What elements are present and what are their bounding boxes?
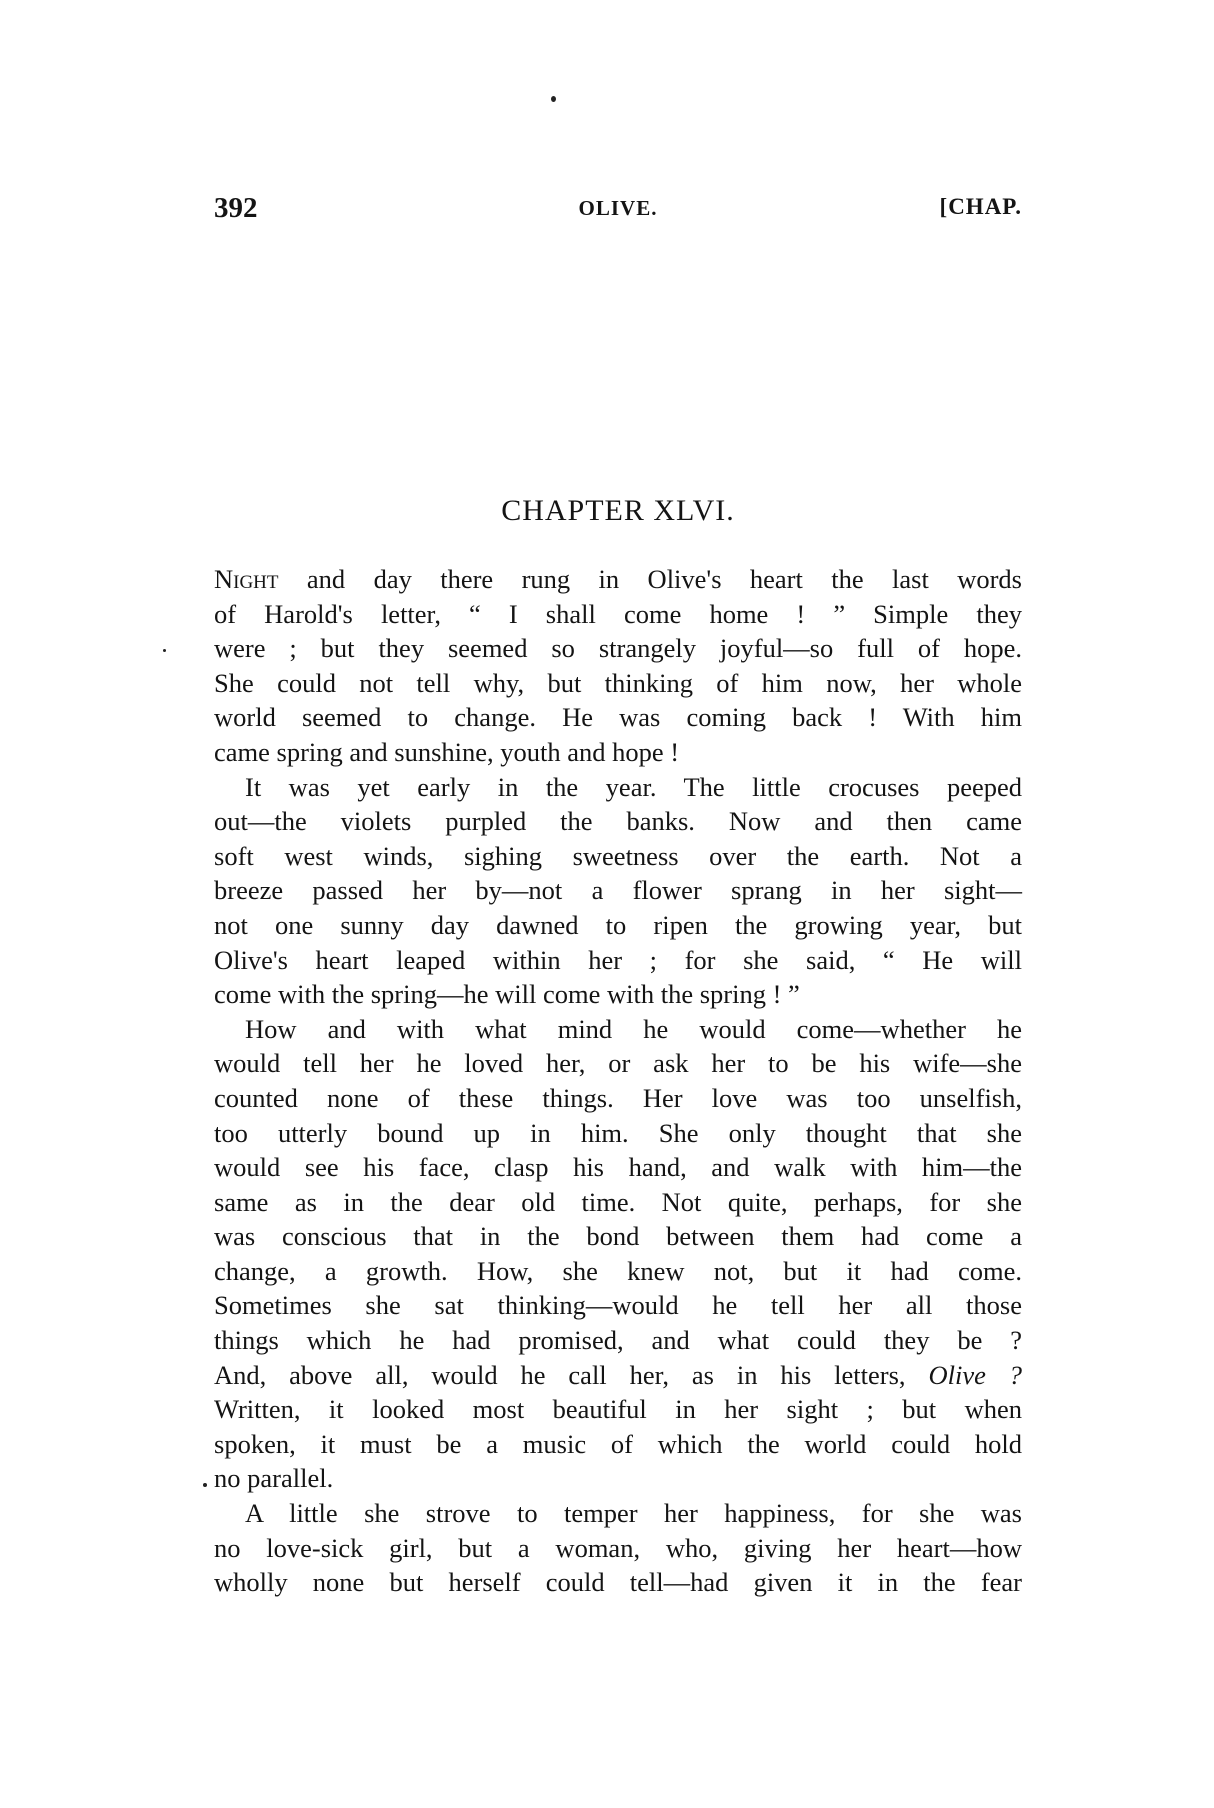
text-line (214, 1081, 1022, 1116)
text-line (214, 1461, 1022, 1496)
text-line (214, 1323, 1022, 1358)
line-text: was conscious that in the bond between them had come a (214, 1221, 1022, 1252)
text-line (214, 804, 1022, 839)
line-text: would tell her he loved her, or ask her to be his wife—she (214, 1048, 1022, 1079)
text-line (214, 562, 1022, 597)
chapter-heading: CHAPTER XLVI. (501, 494, 735, 527)
line-text: breeze passed her by—not a flower sprang in her sight— (214, 875, 1022, 906)
line-text: A little she strove to temper her happiness, for she was (245, 1498, 1022, 1529)
line-text: change, a growth. How, she knew not, but it had come. (214, 1255, 1022, 1286)
print-speck (551, 96, 556, 102)
line-text: not one sunny day dawned to ripen the growing year, but (214, 909, 1022, 940)
text-line (214, 631, 1022, 666)
text-line (214, 1496, 1022, 1531)
line-text: come with the spring—he will come with the spring ! ” (214, 979, 800, 1010)
line-text: were ; but they seemed so strangely joyful—so full of hope. (214, 633, 1022, 664)
print-speck (203, 1483, 207, 1487)
running-title: OLIVE. (578, 196, 658, 220)
line-text: She could not tell why, but thinking of him now, her whole (214, 667, 1022, 698)
line-text: no parallel. (214, 1463, 334, 1494)
line-text: things which he had promised, and what could they be ? (214, 1325, 1022, 1356)
text-line (214, 873, 1022, 908)
line-text: out—the violets purpled the banks. Now and then came (214, 806, 1022, 837)
text-line (214, 1046, 1022, 1081)
line-text: world seemed to change. He was coming back ! With him (214, 702, 1022, 733)
line-text: Olive's heart leaped within her ; for she said, “ He will (214, 944, 1022, 975)
text-line (214, 735, 1022, 770)
line-text: soft west winds, sighing sweetness over the earth. Not a (214, 840, 1022, 871)
running-chapter-marker: [CHAP. (939, 194, 1022, 219)
line-text: no love-sick girl, but a woman, who, giving her heart—how (214, 1532, 1022, 1563)
text-line (214, 1116, 1022, 1151)
line-text: and day there rung in Olive's heart the last words (278, 564, 1022, 594)
line-text: too utterly bound up in him. She only thought that she (214, 1117, 1022, 1148)
line-text: spoken, it must be a music of which the world could hold (214, 1428, 1022, 1459)
text-line (214, 1254, 1022, 1289)
text-line (214, 1392, 1022, 1427)
running-head (214, 192, 1022, 232)
line-text: wholly none but herself could tell—had given it in the fear (214, 1567, 1022, 1598)
text-line (214, 1185, 1022, 1220)
line-text: It was yet early in the year. The little crocuses peeped (245, 771, 1022, 802)
text-line (214, 666, 1022, 701)
text-line (214, 839, 1022, 874)
print-speck (163, 649, 166, 652)
text-line (214, 1219, 1022, 1254)
page-number: 392 (214, 192, 258, 224)
line-text: Written, it looked most beautiful in her sight ; but when (214, 1394, 1022, 1425)
text-line (214, 1531, 1022, 1566)
line-text: Sometimes she sat thinking—would he tell her all those (214, 1290, 1022, 1321)
text-line (214, 1150, 1022, 1185)
text-line (214, 1358, 1022, 1393)
text-line (214, 700, 1022, 735)
text-line (214, 908, 1022, 943)
line-text: How and with what mind he would come—whether he (245, 1013, 1022, 1044)
line-text: same as in the dear old time. Not quite, perhaps, for she (214, 1186, 1022, 1217)
text-line (214, 977, 1022, 1012)
text-line (214, 1012, 1022, 1047)
line-text: of Harold's letter, “ I shall come home ! ” Simple they (214, 598, 1022, 629)
text-line (214, 597, 1022, 632)
line-text: And, above all, would he call her, as in his letters, (214, 1359, 929, 1390)
line-text: would see his face, clasp his hand, and walk with him—the (214, 1152, 1022, 1183)
drop-word: Night (214, 564, 279, 594)
text-line (214, 1565, 1022, 1600)
chapter-body (214, 562, 1022, 1600)
text-line (214, 770, 1022, 805)
line-text: counted none of these things. Her love was too unselfish, (214, 1082, 1022, 1113)
text-line (214, 943, 1022, 978)
line-text: came spring and sunshine, youth and hope ! (214, 736, 680, 767)
text-line (214, 1288, 1022, 1323)
text-line (214, 1427, 1022, 1462)
italic-name: Olive ? (928, 1359, 1023, 1390)
